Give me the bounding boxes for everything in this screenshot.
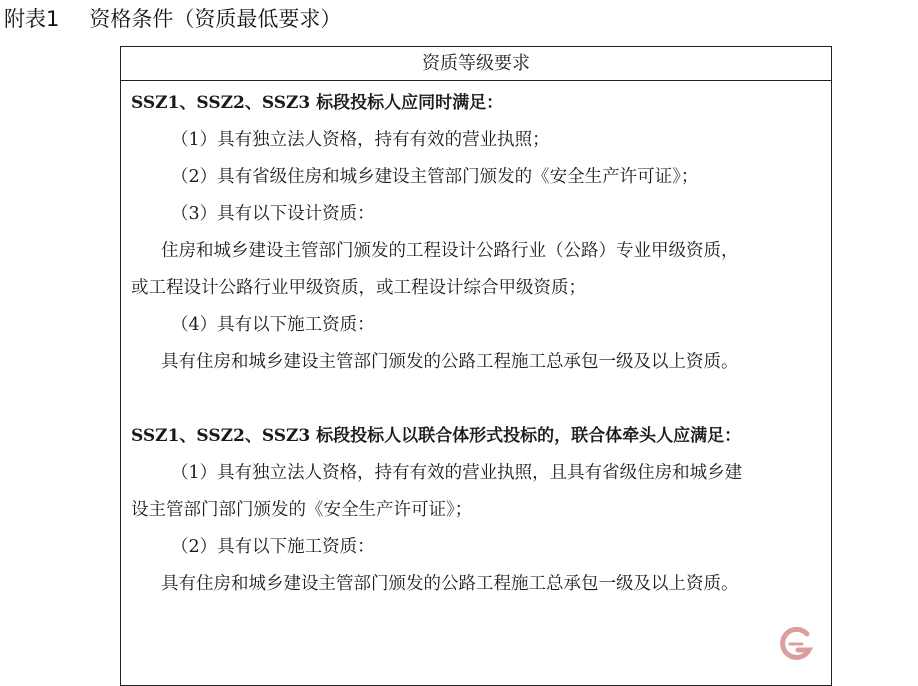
section2-item1-continued: 设主管部门部门颁发的《安全生产许可证》； (131, 500, 473, 520)
section2-item2: （2）具有以下施工资质： (171, 537, 375, 557)
section2-item1: （1）具有独立法人资格，持有有效的营业执照，且具有省级住房和城乡建 (171, 463, 743, 483)
section1-item3: （3）具有以下设计资质： (171, 204, 375, 224)
page-heading (4, 4, 341, 34)
section1-item4: （4）具有以下施工资质： (171, 315, 375, 335)
section1-item3-detail: 住房和城乡建设主管部门颁发的工程设计公路行业（公路）专业甲级资质， (161, 241, 739, 261)
section1-item4-detail: 具有住房和城乡建设主管部门颁发的公路工程施工总承包一级及以上资质。 (161, 352, 739, 372)
page-title: 资格条件（资质最低要求） (89, 7, 342, 31)
section1-item1: （1）具有独立法人资格，持有有效的营业执照； (171, 130, 550, 150)
g-logo-watermark-icon (776, 624, 816, 664)
requirements-table (120, 46, 832, 686)
table-header: 资质等级要求 (121, 47, 831, 81)
appendix-label: 附表1 (4, 7, 60, 31)
section1-title: SSZ1、SSZ2、SSZ3 标段投标人应同时满足： (131, 93, 504, 113)
section-spacer (131, 381, 817, 418)
section2-title: SSZ1、SSZ2、SSZ3 标段投标人以联合体形式投标的，联合体牵头人应满足： (131, 426, 742, 446)
section1-item2: （2）具有省级住房和城乡建设主管部门颁发的《安全生产许可证》； (171, 167, 699, 187)
table-body (121, 81, 831, 603)
section2-item2-detail: 具有住房和城乡建设主管部门颁发的公路工程施工总承包一级及以上资质。 (161, 574, 739, 594)
section1-item3-detail-continued: 或工程设计公路行业甲级资质，或工程设计综合甲级资质； (131, 278, 586, 298)
